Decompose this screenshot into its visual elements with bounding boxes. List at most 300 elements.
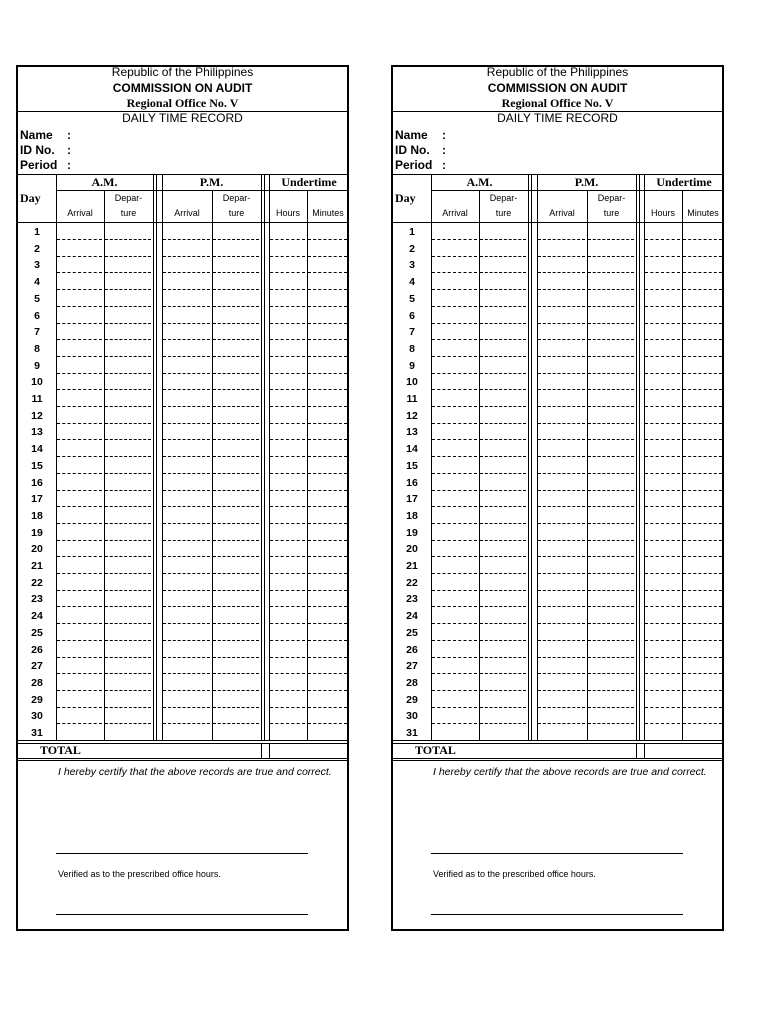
time-entry-cell[interactable] [480,423,526,440]
time-entry-cell[interactable] [645,724,680,741]
time-entry-cell[interactable] [432,624,477,641]
time-entry-cell[interactable] [538,557,585,574]
time-entry-cell[interactable] [57,540,102,557]
time-entry-cell[interactable] [270,691,305,708]
time-entry-cell[interactable] [480,440,526,457]
time-entry-cell[interactable] [213,340,259,357]
time-entry-cell[interactable] [163,273,210,290]
time-entry-cell[interactable] [683,557,722,574]
time-entry-cell[interactable] [588,240,634,257]
time-entry-cell[interactable] [588,340,634,357]
time-entry-cell[interactable] [270,273,305,290]
time-entry-cell[interactable] [480,707,526,724]
time-entry-cell[interactable] [480,574,526,591]
time-entry-cell[interactable] [57,273,102,290]
time-entry-cell[interactable] [163,256,210,273]
time-entry-cell[interactable] [57,307,102,324]
time-entry-cell[interactable] [163,223,210,240]
time-entry-cell[interactable] [683,390,722,407]
time-entry-cell[interactable] [480,557,526,574]
time-entry-cell[interactable] [538,707,585,724]
time-entry-cell[interactable] [213,373,259,390]
time-entry-cell[interactable] [57,641,102,658]
time-entry-cell[interactable] [645,390,680,407]
time-entry-cell[interactable] [163,574,210,591]
time-entry-cell[interactable] [588,440,634,457]
time-entry-cell[interactable] [270,340,305,357]
time-entry-cell[interactable] [538,624,585,641]
time-entry-cell[interactable] [270,540,305,557]
name-field[interactable] [395,128,446,142]
time-entry-cell[interactable] [588,607,634,624]
time-entry-cell[interactable] [683,524,722,541]
time-entry-cell[interactable] [213,691,259,708]
time-entry-cell[interactable] [645,256,680,273]
time-entry-cell[interactable] [213,307,259,324]
time-entry-cell[interactable] [270,240,305,257]
time-entry-cell[interactable] [538,490,585,507]
time-entry-cell[interactable] [308,657,347,674]
time-entry-cell[interactable] [588,373,634,390]
verifier-signature-line[interactable] [431,914,683,915]
time-entry-cell[interactable] [105,323,151,340]
time-entry-cell[interactable] [432,540,477,557]
time-entry-cell[interactable] [432,524,477,541]
time-entry-cell[interactable] [105,557,151,574]
time-entry-cell[interactable] [105,457,151,474]
time-entry-cell[interactable] [57,574,102,591]
time-entry-cell[interactable] [588,674,634,691]
time-entry-cell[interactable] [270,574,305,591]
time-entry-cell[interactable] [270,557,305,574]
time-entry-cell[interactable] [432,307,477,324]
time-entry-cell[interactable] [163,691,210,708]
time-entry-cell[interactable] [163,657,210,674]
time-entry-cell[interactable] [432,607,477,624]
time-entry-cell[interactable] [538,674,585,691]
time-entry-cell[interactable] [105,490,151,507]
time-entry-cell[interactable] [645,290,680,307]
time-entry-cell[interactable] [105,407,151,424]
time-entry-cell[interactable] [163,490,210,507]
time-entry-cell[interactable] [308,507,347,524]
time-entry-cell[interactable] [645,574,680,591]
time-entry-cell[interactable] [683,223,722,240]
time-entry-cell[interactable] [683,490,722,507]
time-entry-cell[interactable] [683,373,722,390]
time-entry-cell[interactable] [480,240,526,257]
time-entry-cell[interactable] [105,674,151,691]
time-entry-cell[interactable] [57,340,102,357]
time-entry-cell[interactable] [538,373,585,390]
time-entry-cell[interactable] [270,407,305,424]
time-entry-cell[interactable] [683,457,722,474]
time-entry-cell[interactable] [308,490,347,507]
time-entry-cell[interactable] [645,223,680,240]
name-field[interactable] [20,128,71,142]
time-entry-cell[interactable] [163,507,210,524]
time-entry-cell[interactable] [163,590,210,607]
time-entry-cell[interactable] [683,641,722,658]
time-entry-cell[interactable] [308,707,347,724]
signature-line[interactable] [56,853,308,854]
time-entry-cell[interactable] [683,256,722,273]
time-entry-cell[interactable] [432,440,477,457]
time-entry-cell[interactable] [270,390,305,407]
time-entry-cell[interactable] [163,440,210,457]
time-entry-cell[interactable] [538,290,585,307]
time-entry-cell[interactable] [480,674,526,691]
time-entry-cell[interactable] [270,674,305,691]
time-entry-cell[interactable] [163,641,210,658]
time-entry-cell[interactable] [163,540,210,557]
time-entry-cell[interactable] [588,273,634,290]
time-entry-cell[interactable] [57,373,102,390]
time-entry-cell[interactable] [588,474,634,491]
time-entry-cell[interactable] [480,590,526,607]
time-entry-cell[interactable] [432,707,477,724]
time-entry-cell[interactable] [480,307,526,324]
time-entry-cell[interactable] [308,540,347,557]
time-entry-cell[interactable] [538,390,585,407]
time-entry-cell[interactable] [57,290,102,307]
time-entry-cell[interactable] [683,707,722,724]
time-entry-cell[interactable] [213,474,259,491]
time-entry-cell[interactable] [538,507,585,524]
time-entry-cell[interactable] [105,240,151,257]
time-entry-cell[interactable] [588,490,634,507]
time-entry-cell[interactable] [57,457,102,474]
time-entry-cell[interactable] [683,440,722,457]
time-entry-cell[interactable] [538,273,585,290]
time-entry-cell[interactable] [645,557,680,574]
time-entry-cell[interactable] [538,657,585,674]
time-entry-cell[interactable] [213,557,259,574]
time-entry-cell[interactable] [683,724,722,741]
time-entry-cell[interactable] [538,240,585,257]
time-entry-cell[interactable] [308,323,347,340]
time-entry-cell[interactable] [308,407,347,424]
time-entry-cell[interactable] [432,641,477,658]
time-entry-cell[interactable] [105,607,151,624]
time-entry-cell[interactable] [683,290,722,307]
time-entry-cell[interactable] [270,423,305,440]
time-entry-cell[interactable] [645,607,680,624]
time-entry-cell[interactable] [588,423,634,440]
time-entry-cell[interactable] [480,340,526,357]
time-entry-cell[interactable] [480,256,526,273]
time-entry-cell[interactable] [270,290,305,307]
time-entry-cell[interactable] [163,674,210,691]
time-entry-cell[interactable] [308,457,347,474]
time-entry-cell[interactable] [308,624,347,641]
time-entry-cell[interactable] [57,724,102,741]
time-entry-cell[interactable] [57,507,102,524]
time-entry-cell[interactable] [683,407,722,424]
time-entry-cell[interactable] [163,340,210,357]
time-entry-cell[interactable] [432,273,477,290]
time-entry-cell[interactable] [308,607,347,624]
time-entry-cell[interactable] [270,256,305,273]
time-entry-cell[interactable] [538,423,585,440]
time-entry-cell[interactable] [163,240,210,257]
time-entry-cell[interactable] [480,641,526,658]
time-entry-cell[interactable] [588,557,634,574]
time-entry-cell[interactable] [480,407,526,424]
time-entry-cell[interactable] [105,340,151,357]
time-entry-cell[interactable] [480,524,526,541]
time-entry-cell[interactable] [57,490,102,507]
time-entry-cell[interactable] [105,440,151,457]
time-entry-cell[interactable] [683,340,722,357]
time-entry-cell[interactable] [683,423,722,440]
time-entry-cell[interactable] [538,574,585,591]
time-entry-cell[interactable] [105,540,151,557]
time-entry-cell[interactable] [308,357,347,374]
time-entry-cell[interactable] [270,507,305,524]
time-entry-cell[interactable] [588,307,634,324]
time-entry-cell[interactable] [105,524,151,541]
time-entry-cell[interactable] [163,290,210,307]
time-entry-cell[interactable] [538,340,585,357]
time-entry-cell[interactable] [57,474,102,491]
time-entry-cell[interactable] [270,641,305,658]
time-entry-cell[interactable] [105,223,151,240]
time-entry-cell[interactable] [432,457,477,474]
time-entry-cell[interactable] [683,674,722,691]
time-entry-cell[interactable] [538,607,585,624]
time-entry-cell[interactable] [645,407,680,424]
time-entry-cell[interactable] [480,457,526,474]
time-entry-cell[interactable] [57,691,102,708]
time-entry-cell[interactable] [270,323,305,340]
period-field[interactable] [395,158,446,172]
time-entry-cell[interactable] [105,657,151,674]
time-entry-cell[interactable] [432,490,477,507]
time-entry-cell[interactable] [163,524,210,541]
time-entry-cell[interactable] [163,457,210,474]
time-entry-cell[interactable] [105,474,151,491]
time-entry-cell[interactable] [105,390,151,407]
time-entry-cell[interactable] [213,273,259,290]
time-entry-cell[interactable] [538,474,585,491]
time-entry-cell[interactable] [270,590,305,607]
time-entry-cell[interactable] [105,423,151,440]
time-entry-cell[interactable] [57,440,102,457]
time-entry-cell[interactable] [432,373,477,390]
time-entry-cell[interactable] [213,641,259,658]
time-entry-cell[interactable] [432,407,477,424]
time-entry-cell[interactable] [588,691,634,708]
time-entry-cell[interactable] [538,256,585,273]
time-entry-cell[interactable] [270,440,305,457]
time-entry-cell[interactable] [213,440,259,457]
time-entry-cell[interactable] [588,357,634,374]
time-entry-cell[interactable] [683,307,722,324]
time-entry-cell[interactable] [163,624,210,641]
time-entry-cell[interactable] [432,223,477,240]
time-entry-cell[interactable] [270,607,305,624]
time-entry-cell[interactable] [57,256,102,273]
time-entry-cell[interactable] [432,340,477,357]
time-entry-cell[interactable] [163,357,210,374]
time-entry-cell[interactable] [588,256,634,273]
time-entry-cell[interactable] [57,390,102,407]
time-entry-cell[interactable] [270,624,305,641]
time-entry-cell[interactable] [57,357,102,374]
time-entry-cell[interactable] [432,724,477,741]
time-entry-cell[interactable] [683,540,722,557]
time-entry-cell[interactable] [432,691,477,708]
time-entry-cell[interactable] [645,490,680,507]
time-entry-cell[interactable] [105,307,151,324]
signature-line[interactable] [431,853,683,854]
time-entry-cell[interactable] [645,540,680,557]
time-entry-cell[interactable] [645,340,680,357]
time-entry-cell[interactable] [213,707,259,724]
time-entry-cell[interactable] [480,607,526,624]
time-entry-cell[interactable] [105,357,151,374]
time-entry-cell[interactable] [588,457,634,474]
time-entry-cell[interactable] [588,657,634,674]
time-entry-cell[interactable] [308,524,347,541]
time-entry-cell[interactable] [588,540,634,557]
time-entry-cell[interactable] [57,590,102,607]
time-entry-cell[interactable] [270,373,305,390]
time-entry-cell[interactable] [588,724,634,741]
time-entry-cell[interactable] [683,507,722,524]
time-entry-cell[interactable] [308,474,347,491]
time-entry-cell[interactable] [480,474,526,491]
time-entry-cell[interactable] [308,373,347,390]
time-entry-cell[interactable] [57,607,102,624]
time-entry-cell[interactable] [645,307,680,324]
id-field[interactable] [395,143,446,157]
time-entry-cell[interactable] [645,524,680,541]
time-entry-cell[interactable] [683,273,722,290]
time-entry-cell[interactable] [270,724,305,741]
time-entry-cell[interactable] [163,607,210,624]
time-entry-cell[interactable] [308,423,347,440]
time-entry-cell[interactable] [105,290,151,307]
time-entry-cell[interactable] [213,674,259,691]
time-entry-cell[interactable] [480,540,526,557]
verifier-signature-line[interactable] [56,914,308,915]
time-entry-cell[interactable] [645,240,680,257]
time-entry-cell[interactable] [683,240,722,257]
time-entry-cell[interactable] [480,373,526,390]
time-entry-cell[interactable] [683,474,722,491]
time-entry-cell[interactable] [105,624,151,641]
time-entry-cell[interactable] [538,307,585,324]
time-entry-cell[interactable] [308,691,347,708]
time-entry-cell[interactable] [538,641,585,658]
time-entry-cell[interactable] [57,223,102,240]
time-entry-cell[interactable] [57,423,102,440]
time-entry-cell[interactable] [105,590,151,607]
time-entry-cell[interactable] [588,524,634,541]
time-entry-cell[interactable] [645,440,680,457]
time-entry-cell[interactable] [213,607,259,624]
time-entry-cell[interactable] [105,373,151,390]
time-entry-cell[interactable] [308,340,347,357]
time-entry-cell[interactable] [57,323,102,340]
time-entry-cell[interactable] [105,256,151,273]
time-entry-cell[interactable] [432,590,477,607]
time-entry-cell[interactable] [163,474,210,491]
time-entry-cell[interactable] [57,674,102,691]
time-entry-cell[interactable] [308,724,347,741]
time-entry-cell[interactable] [538,540,585,557]
time-entry-cell[interactable] [480,290,526,307]
period-field[interactable] [20,158,71,172]
time-entry-cell[interactable] [308,390,347,407]
time-entry-cell[interactable] [213,524,259,541]
time-entry-cell[interactable] [683,624,722,641]
time-entry-cell[interactable] [213,624,259,641]
time-entry-cell[interactable] [270,457,305,474]
time-entry-cell[interactable] [432,674,477,691]
time-entry-cell[interactable] [57,657,102,674]
time-entry-cell[interactable] [270,707,305,724]
time-entry-cell[interactable] [163,707,210,724]
time-entry-cell[interactable] [213,223,259,240]
time-entry-cell[interactable] [480,490,526,507]
time-entry-cell[interactable] [105,724,151,741]
time-entry-cell[interactable] [270,657,305,674]
time-entry-cell[interactable] [213,357,259,374]
time-entry-cell[interactable] [105,691,151,708]
time-entry-cell[interactable] [213,407,259,424]
time-entry-cell[interactable] [538,457,585,474]
time-entry-cell[interactable] [683,357,722,374]
time-entry-cell[interactable] [213,457,259,474]
time-entry-cell[interactable] [645,507,680,524]
time-entry-cell[interactable] [270,307,305,324]
time-entry-cell[interactable] [480,724,526,741]
time-entry-cell[interactable] [588,290,634,307]
time-entry-cell[interactable] [105,574,151,591]
time-entry-cell[interactable] [308,557,347,574]
time-entry-cell[interactable] [480,507,526,524]
time-entry-cell[interactable] [213,590,259,607]
time-entry-cell[interactable] [645,373,680,390]
time-entry-cell[interactable] [432,240,477,257]
time-entry-cell[interactable] [683,657,722,674]
time-entry-cell[interactable] [538,323,585,340]
time-entry-cell[interactable] [645,691,680,708]
time-entry-cell[interactable] [163,423,210,440]
time-entry-cell[interactable] [538,223,585,240]
time-entry-cell[interactable] [480,691,526,708]
time-entry-cell[interactable] [163,557,210,574]
time-entry-cell[interactable] [683,574,722,591]
time-entry-cell[interactable] [645,357,680,374]
time-entry-cell[interactable] [645,674,680,691]
time-entry-cell[interactable] [213,240,259,257]
time-entry-cell[interactable] [480,357,526,374]
time-entry-cell[interactable] [308,674,347,691]
time-entry-cell[interactable] [432,423,477,440]
time-entry-cell[interactable] [105,507,151,524]
id-field[interactable] [20,143,71,157]
time-entry-cell[interactable] [538,691,585,708]
time-entry-cell[interactable] [163,307,210,324]
time-entry-cell[interactable] [213,540,259,557]
time-entry-cell[interactable] [163,390,210,407]
time-entry-cell[interactable] [538,440,585,457]
time-entry-cell[interactable] [432,557,477,574]
